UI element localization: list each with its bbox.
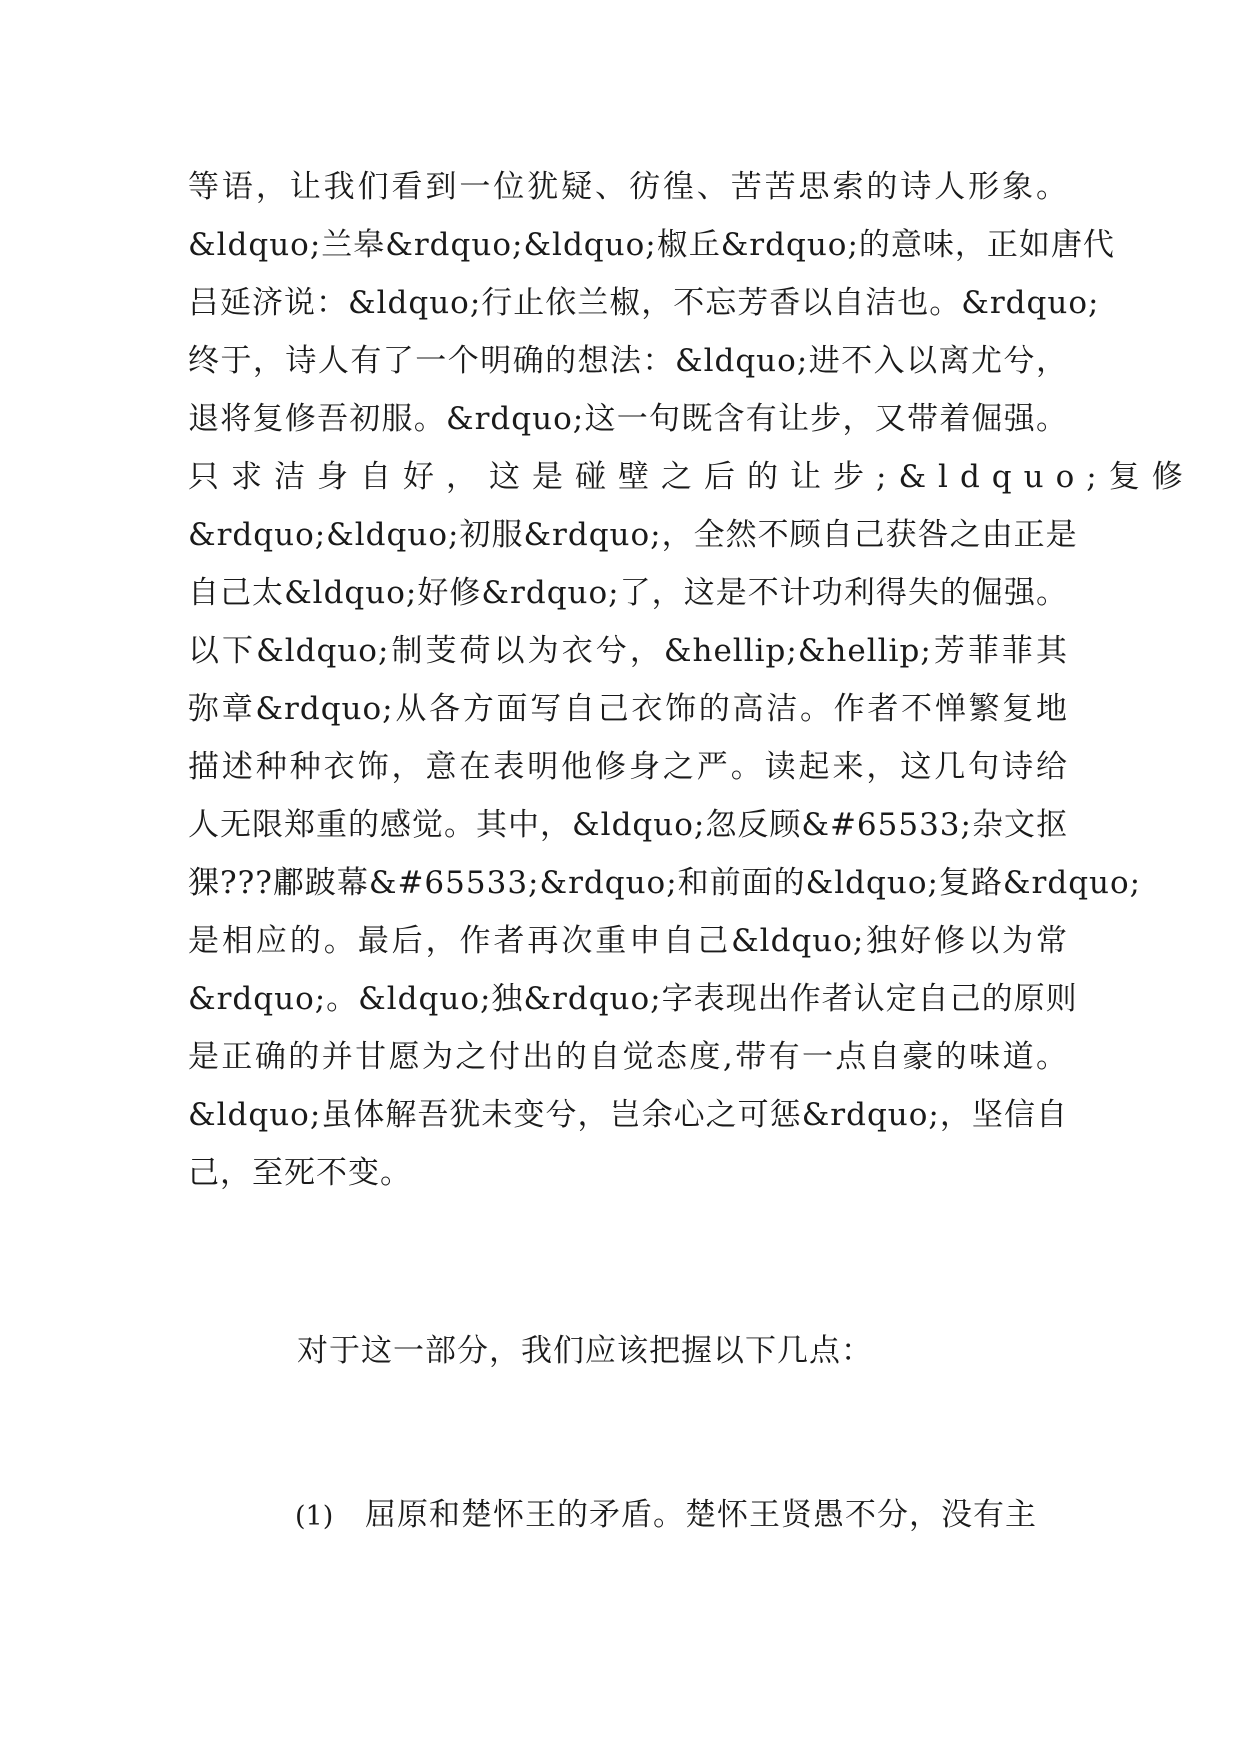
section-subheading: 对于这一部分，我们应该把握以下几点：: [297, 1333, 873, 1369]
paragraph-line: &ldquo;兰皋&rdquo;&ldquo;椒丘&rdquo;的意味，正如唐代: [188, 227, 1115, 263]
body-paragraph: [188, 158, 1195, 1202]
paragraph-line: 是相应的。最后，作者再次重申自己&ldquo;独好修以为常: [188, 923, 1068, 959]
list-item-number: (1): [295, 1501, 334, 1532]
paragraph-line: &rdquo;&ldquo;初服&rdquo;，全然不顾自己获咎之由正是: [188, 517, 1078, 553]
paragraph-line: 等语，让我们看到一位犹疑、彷徨、苦苦思索的诗人形象。: [188, 169, 1068, 205]
paragraph-line: 猓???鄘跛幕&#65533;&rdquo;和前面的&ldquo;复路&rdquo;: [188, 865, 1142, 901]
paragraph-line: 以下&ldquo;制芰荷以为衣兮，&hellip;&hellip;芳菲菲其: [188, 633, 1068, 669]
list-item: [295, 1486, 1068, 1546]
paragraph-line: 自己太&ldquo;好修&rdquo;了，这是不计功利得失的倔强。: [188, 575, 1068, 611]
paragraph-line: 退将复修吾初服。&rdquo;这一句既含有让步，又带着倔强。: [188, 401, 1068, 437]
paragraph-line: 终于，诗人有了一个明确的想法：&ldquo;进不入以离尤兮，: [188, 343, 1068, 379]
paragraph-line: 描述种种衣饰，意在表明他修身之严。读起来，这几句诗给: [188, 749, 1068, 785]
paragraph-line: 己，至死不变。: [188, 1155, 412, 1191]
paragraph-line: 吕延济说：&ldquo;行止依兰椒，不忘芳香以自洁也。&rdquo;: [188, 285, 1100, 321]
paragraph-line: 只求洁身自好，这是碰壁之后的让步;&ldquo;复修: [188, 459, 1195, 495]
paragraph-line: &ldquo;虽体解吾犹未变兮，岂余心之可惩&rdquo;，坚信自: [188, 1097, 1068, 1133]
paragraph-line: 弥章&rdquo;从各方面写自己衣饰的高洁。作者不惮繁复地: [188, 691, 1068, 727]
paragraph-line: 是正确的并甘愿为之付出的自觉态度,带有一点自豪的味道。: [188, 1039, 1068, 1075]
paragraph-line: &rdquo;。&ldquo;独&rdquo;字表现出作者认定自己的原则: [188, 981, 1078, 1017]
list-item-text: 屈原和楚怀王的矛盾。楚怀王贤愚不分，没有主: [365, 1497, 1037, 1533]
paragraph-line: 人无限郑重的感觉。其中，&ldquo;忽反顾&#65533;杂文抠: [188, 807, 1068, 843]
